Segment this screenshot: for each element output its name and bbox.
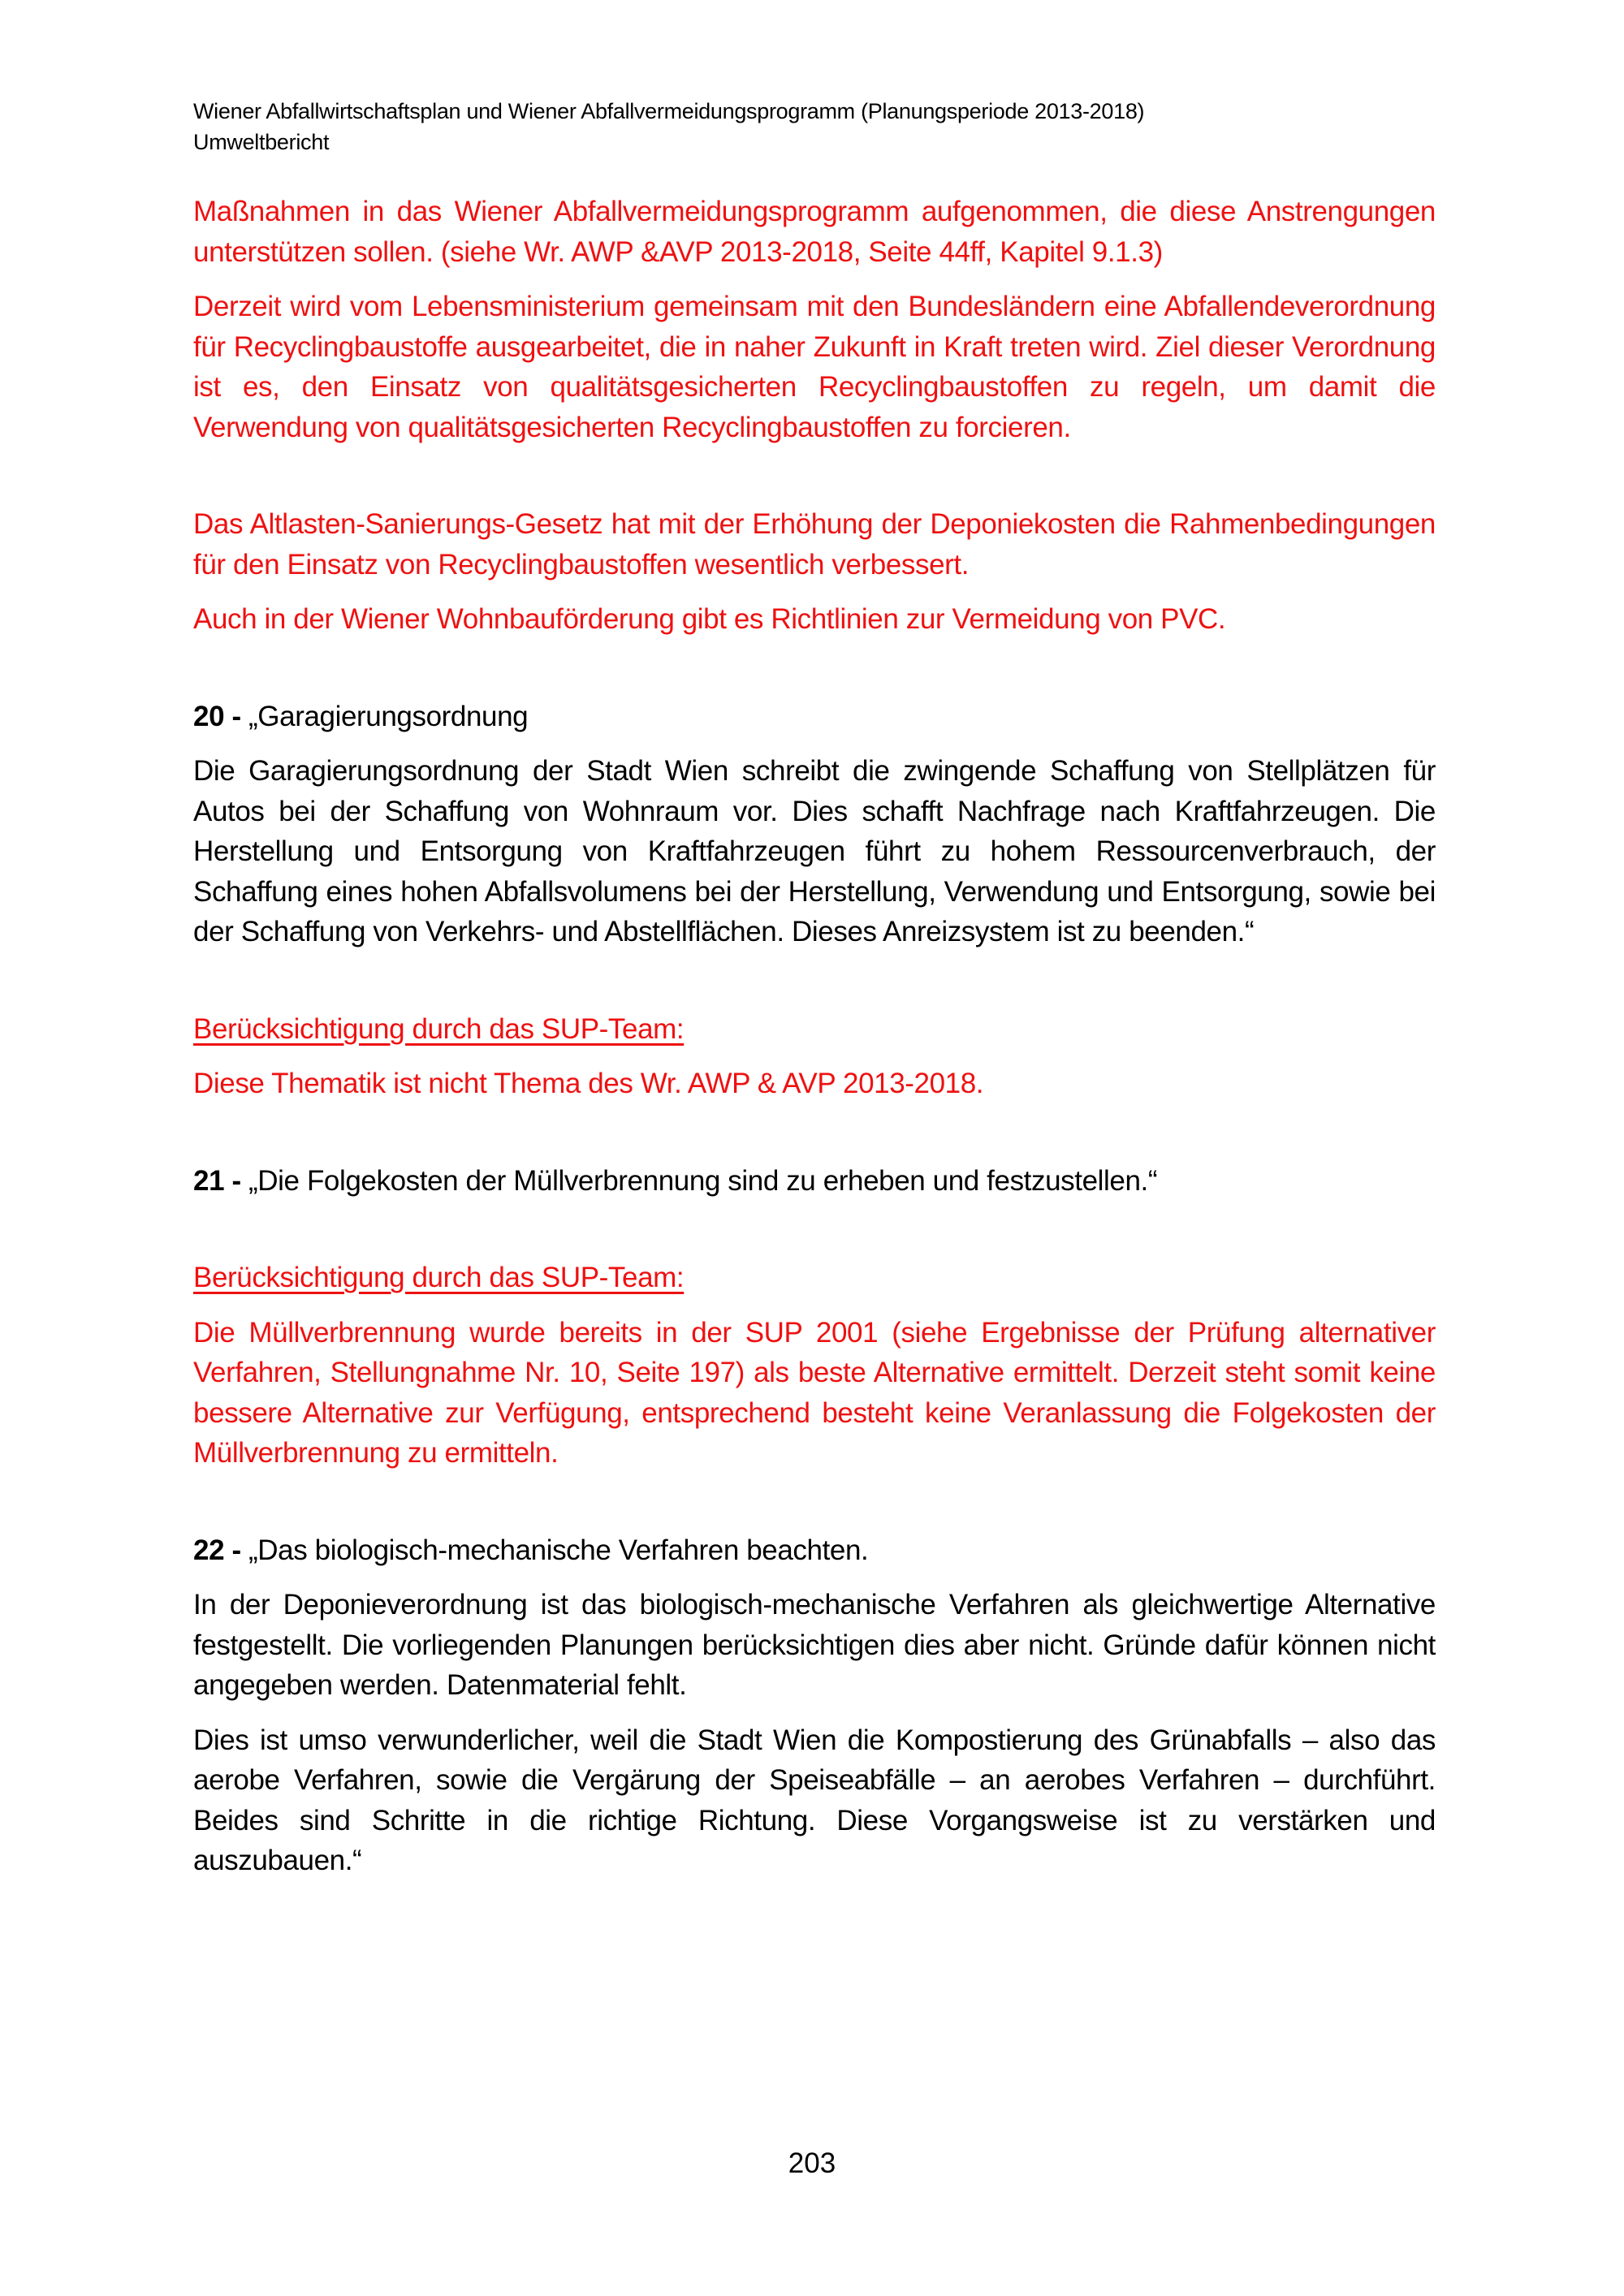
running-header <box>193 96 1436 158</box>
header-title: Wiener Abfallwirtschaftsplan und Wiener Abfallvermeidungsprogramm (Planungsperiode 2013-2018) <box>193 99 1145 123</box>
response-body-20: Diese Thematik ist nicht Thema des Wr. AWP & AVP 2013-2018. <box>193 1068 984 1099</box>
statement-title: „Garagierungsordnung <box>240 700 529 732</box>
intro-paragraph-4: Auch in der Wiener Wohnbauförderung gibt es Richtlinien zur Vermeidung von PVC. <box>193 603 1226 635</box>
intro-paragraph-2: Derzeit wird vom Lebensministerium gemeinsam mit den Bundesländern eine Abfallendeverordnung für Recyclingbaustoffe ausgearbeitet, die in naher Zukunft in Kraft treten wird. Ziel dieser Verordnung ist es, den Einsatz von qualitätsgesicherten Recyclingbaustoffen zu regeln, um damit die Verwendung von qualitätsgesicherten Recyclingbaustoffen zu forcieren. <box>193 291 1436 443</box>
statement-number: 21 - <box>193 1164 241 1197</box>
response-heading-20: Berücksichtigung durch das SUP-Team: <box>193 1012 685 1045</box>
response-heading-21: Berücksichtigung durch das SUP-Team: <box>193 1262 685 1293</box>
page-number: 203 <box>788 2147 836 2179</box>
statement-heading-21 <box>193 1161 1436 1202</box>
statement-title: „Die Folgekosten der Müllverbrennung sind zu erheben und festzustellen.“ <box>240 1164 1158 1197</box>
statement-number: 22 - <box>193 1534 241 1566</box>
page-content <box>193 192 1436 1881</box>
statement-heading-20 <box>193 697 1436 737</box>
intro-paragraph-3: Das Altlasten-Sanierungs-Gesetz hat mit der Erhöhung der Deponiekosten die Rahmenbedingungen für den Einsatz von Recyclingbaustoffen wesentlich verbessert. <box>193 508 1436 580</box>
statement-body-20: Die Garagierungsordnung der Stadt Wien schreibt die zwingende Schaffung von Stellplätzen für Autos bei der Schaffung von Wohnraum vor. Dies schafft Nachfrage nach Kraftfahrzeugen. Die Herstellung und Entsorgung von Kraftfahrzeugen führt zu hohem Ressourcenverbrauch, der Schaffung eines hohen Abfallsvolumens bei der Herstellung, Verwendung und Entsorgung, sowie bei der Schaffung von Verkehrs- und Abstellflächen. Dieses Anreizsystem ist zu beenden.“ <box>193 755 1436 947</box>
statement-heading-22 <box>193 1530 1436 1571</box>
header-subtitle: Umweltbericht <box>193 130 330 154</box>
response-body-21: Die Müllverbrennung wurde bereits in der SUP 2001 (siehe Ergebnisse der Prüfung alternativer Verfahren, Stellungnahme Nr. 10, Seite 197) als beste Alternative ermittelt. Derzeit steht somit keine bessere Alternative zur Verfügung, entsprechend besteht keine Veranlassung die Folgekosten der Müllverbrennung zu ermitteln. <box>193 1316 1436 1469</box>
statement-body-22: In der Deponieverordnung ist das biologisch-mechanische Verfahren als gleichwertige Alternative festgestellt. Die vorliegenden Planungen berücksichtigen dies aber nicht. Gründe dafür können nicht angegeben werden. Datenmaterial fehlt. <box>193 1589 1436 1701</box>
intro-paragraph-1: Maßnahmen in das Wiener Abfallvermeidungsprogramm aufgenommen, die diese Anstrengungen unterstützen sollen. (siehe Wr. AWP &AVP 2013-2018, Seite 44ff, Kapitel 9.1.3) <box>193 196 1436 268</box>
statement-number: 20 - <box>193 700 241 732</box>
statement-body-22b: Dies ist umso verwunderlicher, weil die Stadt Wien die Kompostierung des Grünabfalls – also das aerobe Verfahren, sowie die Vergärung der Speiseabfälle – an aerobes Verfahren – durchführt. Beides sind Schritte in die richtige Richtung. Diese Vorgangsweise ist zu verstärken und auszubauen.“ <box>193 1724 1436 1876</box>
statement-title: „Das biologisch-mechanische Verfahren beachten. <box>240 1534 869 1566</box>
